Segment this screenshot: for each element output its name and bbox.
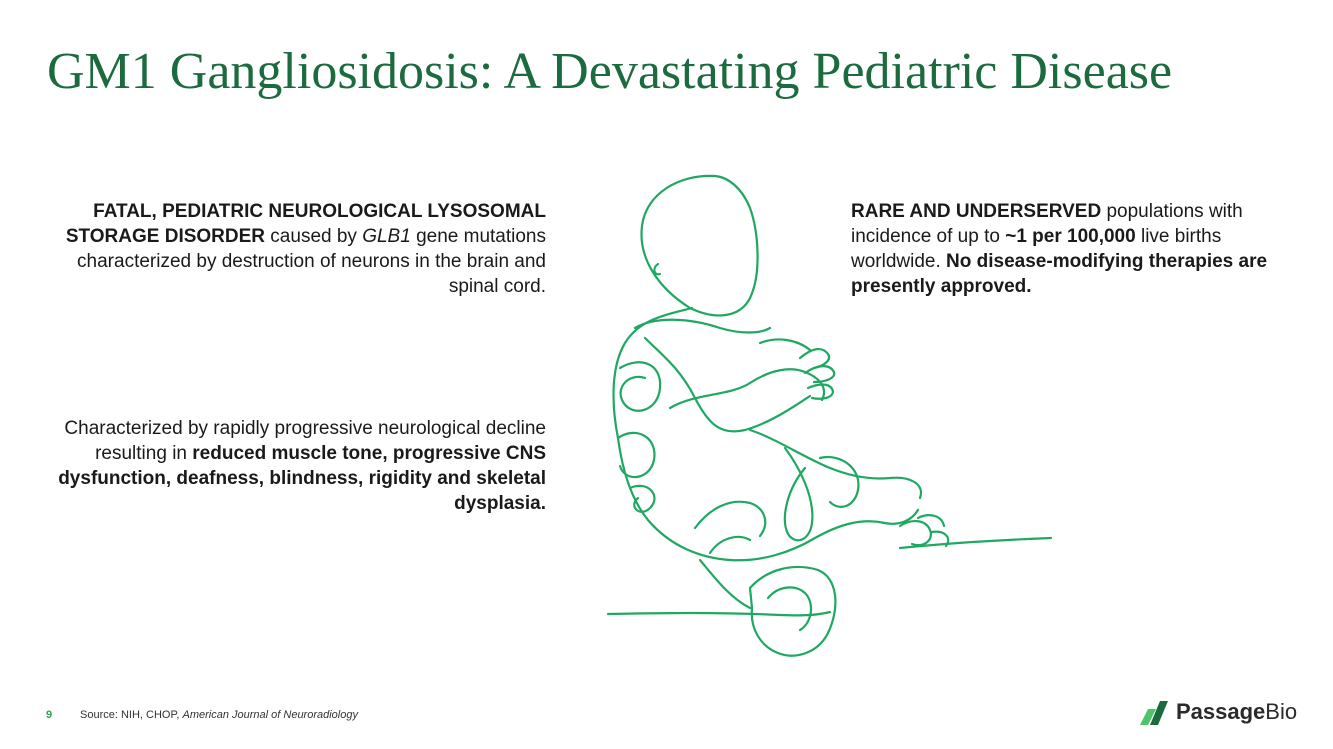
characterized-text bbox=[40, 416, 546, 516]
fatal-text-2: gene mutations characterized by destruction of neurons in the brain and spinal cord. bbox=[77, 226, 546, 297]
slide-title: GM1 Gangliosidosis: A Devastating Pediatric Disease bbox=[47, 43, 1173, 100]
logo-wordmark bbox=[1176, 699, 1297, 725]
characterized-plain: Characterized by rapidly progressive neurological decline resulting in bbox=[64, 418, 546, 464]
rare-bold-3: No disease-modifying therapies are presently approved. bbox=[851, 251, 1268, 297]
baby-leg-loop bbox=[785, 448, 813, 540]
rare-text-1: populations with incidence of up to bbox=[851, 201, 1243, 247]
floor-line-right bbox=[900, 538, 1051, 548]
characterized-bold: reduced muscle tone, progressive CNS dysfunction, deafness, blindness, rigidity and skeletal dysplasia. bbox=[58, 443, 546, 514]
gene-name: GLB1 bbox=[362, 226, 411, 247]
logo-text-passage: Passage bbox=[1176, 699, 1266, 724]
fatal-text-1: caused by bbox=[265, 226, 363, 247]
baby-leg-upper bbox=[750, 430, 921, 498]
baby-knee bbox=[820, 457, 858, 507]
floor-line-left bbox=[608, 612, 830, 615]
baby-shin bbox=[700, 560, 750, 608]
baby-arm-upper bbox=[645, 338, 810, 431]
fatal-disorder-text bbox=[40, 199, 546, 299]
source-journal: American Journal of Neuroradiology bbox=[182, 709, 358, 721]
fatal-bold-text: FATAL, PEDIATRIC NEUROLOGICAL LYSOSOMAL STORAGE DISORDER bbox=[65, 201, 546, 247]
passage-bio-leaf-icon bbox=[1138, 699, 1170, 725]
logo-text-bio: Bio bbox=[1265, 699, 1298, 724]
rare-text-2: live births worldwide. bbox=[851, 226, 1222, 272]
baby-foot-inner bbox=[768, 587, 811, 630]
baby-ear bbox=[654, 264, 660, 274]
body-loop-1 bbox=[620, 362, 660, 410]
baby-line-illustration bbox=[600, 168, 1060, 668]
rare-bold-1: RARE AND UNDERSERVED bbox=[851, 201, 1102, 222]
baby-foot-front bbox=[750, 567, 835, 656]
baby-hand-3 bbox=[808, 385, 833, 399]
rare-bold-2: ~1 per 100,000 bbox=[1005, 226, 1136, 247]
baby-head bbox=[641, 176, 757, 316]
passage-bio-logo bbox=[1138, 697, 1297, 727]
source-citation bbox=[80, 709, 358, 721]
page-number: 9 bbox=[46, 709, 53, 721]
diaper-line-2 bbox=[710, 537, 750, 553]
diaper-line-1 bbox=[695, 502, 765, 536]
baby-hand-4 bbox=[760, 339, 810, 350]
source-prefix: Source: NIH, CHOP, bbox=[80, 709, 183, 721]
baby-collar bbox=[635, 320, 770, 333]
